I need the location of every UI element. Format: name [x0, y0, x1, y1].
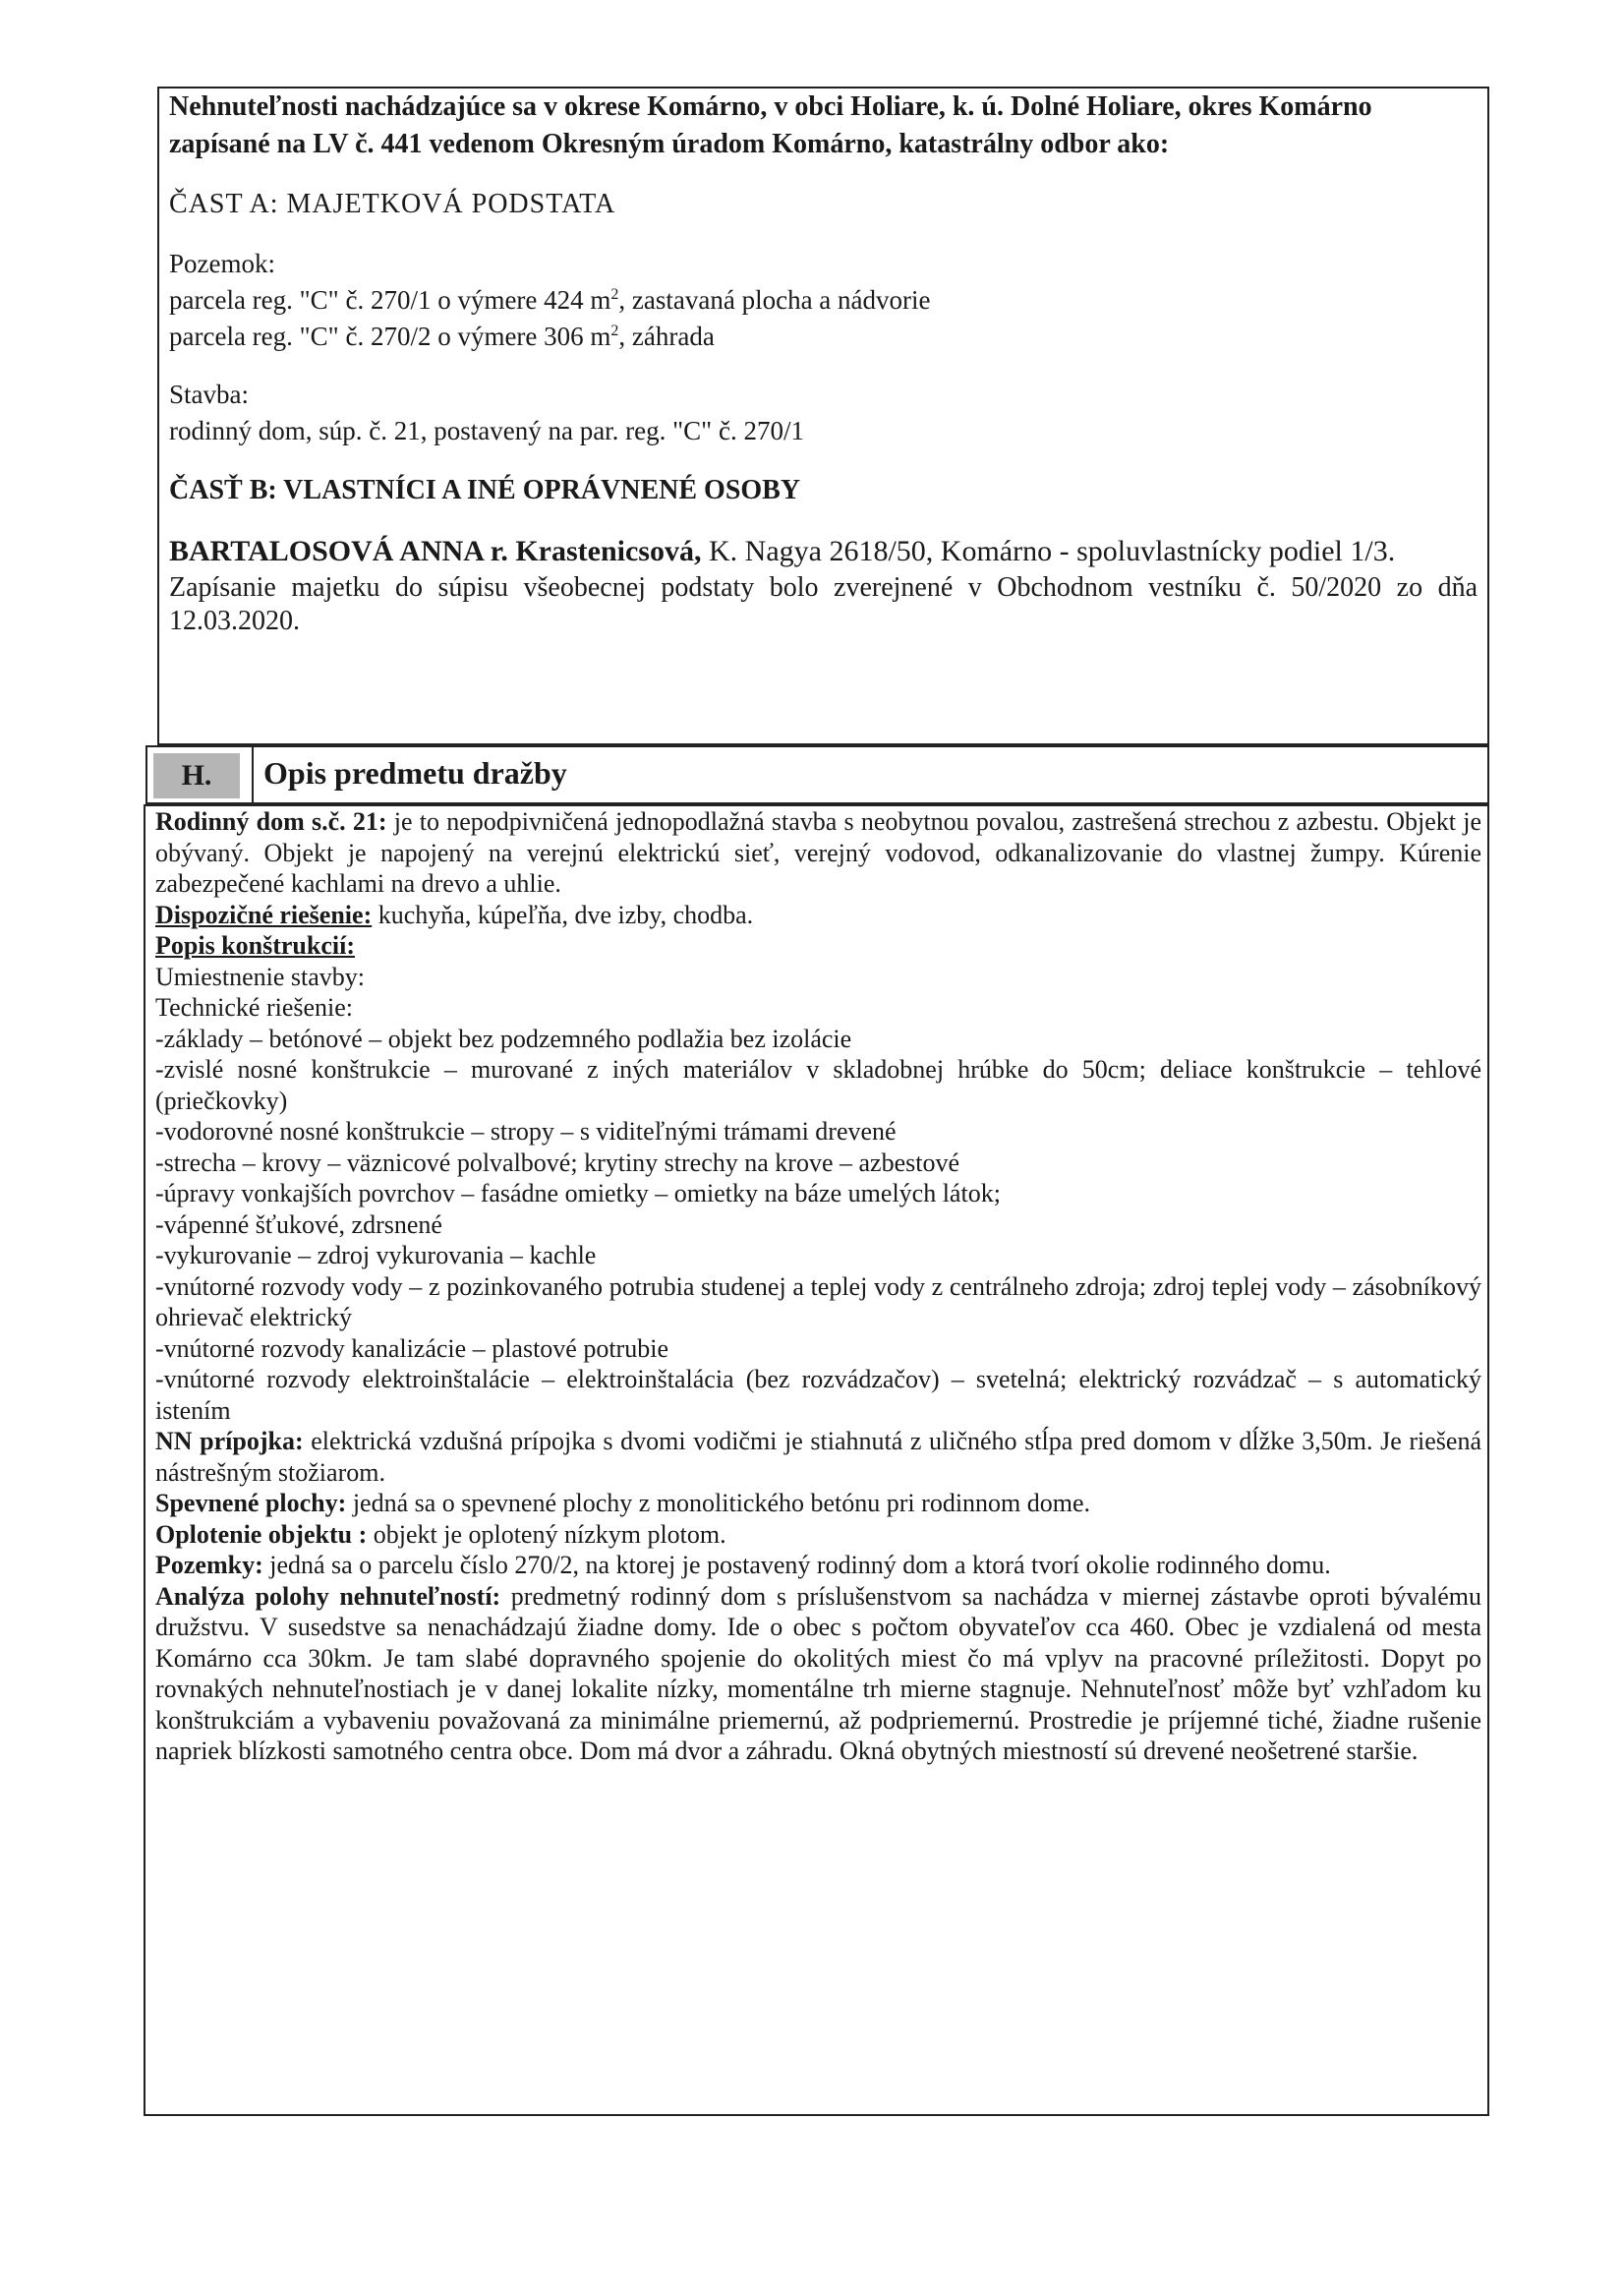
analysis-label: Analýza polohy nehnuteľností:	[155, 1581, 501, 1611]
construction-item: -vodorovné nosné konštrukcie – stropy – s viditeľnými trámami drevené	[155, 1117, 897, 1146]
layout-label: Dispozičné riešenie:	[155, 900, 373, 929]
section-title: Opis predmetu dražby	[263, 755, 567, 791]
header-line-1: Nehnuteľnosti nachádzajúce sa v okrese Komárno, v obci Holiare, k. ú. Dolné Holiare, okres Komárno	[169, 91, 1372, 122]
paved-paragraph	[155, 1488, 1481, 1519]
property-info-box	[157, 87, 1489, 745]
owner-record	[169, 532, 1478, 571]
paved-label: Spevnené plochy:	[155, 1489, 347, 1517]
land-paragraph	[155, 1550, 1481, 1581]
construction-item: -vykurovanie – zdroj vykurovania – kachle	[155, 1241, 597, 1269]
placement-label: Umiestnenie stavby:	[155, 962, 366, 991]
section-letter: H.	[153, 753, 240, 798]
construction-item: -zvislé nosné konštrukcie – murované z iných materiálov v skladobnej hrúbke do 50cm; deliace konštrukcie – tehlové (priečkovky)	[155, 1055, 1481, 1115]
section-h-header	[145, 745, 1489, 804]
parcel-2: parcela reg. "C" č. 270/2 o výmere 306 $m^2$, záhrada	[169, 322, 715, 351]
layout-text: kuchyňa, kúpeľňa, dve izby, chodba.	[372, 900, 754, 929]
construction-item: -úpravy vonkajších povrchov – fasádne omietky – omietky na báze umelých látok;	[155, 1179, 1001, 1207]
fence-text: objekt je oplotený nízkym plotom.	[367, 1519, 726, 1549]
technical-label: Technické riešenie:	[155, 993, 354, 1022]
part-a-title: ČAST A: MAJETKOVÁ PODSTATA	[169, 189, 616, 219]
construction-item: -vnútorné rozvody kanalizácie – plastové potrubie	[155, 1333, 668, 1363]
publication-note: Zapísanie majetku do súpisu všeobecnej podstaty bolo zverejnené v Obchodnom vestníku č. 50/2020 zo dňa 12.03.2020.	[169, 572, 1478, 636]
nn-paragraph	[155, 1426, 1481, 1488]
analysis-text: predmetný rodinný dom s príslušenstvom sa nachádza v miernej zástavbe oproti bývalému družstvu. V susedstve sa nenachádzajú žiadne domy. Ide o obec s počtom obyvateľov cca 460. Obec je vzdialená od mesta Komárno cca 30km. Je tam slabé dopravného spojenie do okolitých miest čo má vplyv na pracovné príležitosti. Dopyt po rovnakých nehnuteľnostiach je v danej lokalite nízky, momentálne trh mierne stagnuje. Nehnuteľnosť môže byť vzhľadom ku konštrukciám a vybaveniu považovaná za minimálne priemernú, až podpriemernú. Prostredie je príjemné tiché, žiadne rušenie napriek blízkosti samotného centra obce. Dom má dvor a záhradu. Okná obytných miestností sú drevené neošetrené staršie.	[155, 1581, 1481, 1765]
owner-address: K. Nagya 2618/50, Komárno - spoluvlastnícky podiel 1/3.	[701, 535, 1396, 567]
nn-text: elektrická vzdušná prípojka s dvomi vodičmi je stiahnutá z uličného stĺpa pred domom v dĺžke 3,50m. Je riešená nástrešným stožiarom.	[155, 1427, 1481, 1487]
land-label: Pozemok:	[169, 249, 275, 278]
layout-paragraph	[155, 900, 1481, 931]
construction-item: -vnútorné rozvody vody – z pozinkovaného potrubia studenej a teplej vody z centrálneho zdroja; zdroj teplej vody – zásobníkový ohrievač elektrický	[155, 1271, 1481, 1331]
house-paragraph	[155, 806, 1481, 900]
fence-paragraph	[155, 1519, 1481, 1551]
description-text	[155, 806, 1481, 1767]
construction-item: -strecha – krovy – väznicové polvalbové; krytiny strechy na krove – azbestové	[155, 1148, 959, 1177]
description-box	[144, 804, 1489, 2116]
land-label-bold: Pozemky:	[155, 1551, 263, 1579]
construction-label: Popis konštrukcií:	[155, 931, 355, 960]
building-label: Stavba:	[169, 380, 249, 409]
analysis-paragraph	[155, 1581, 1481, 1767]
header-line-2: zapísané na LV č. 441 vedenom Okresným úradom Komárno, katastrálny odbor ako:	[169, 129, 1170, 159]
construction-item: -vápenné šťukové, zdrsnené	[155, 1209, 442, 1239]
building-text: rodinný dom, súp. č. 21, postavený na par. reg. "C" č. 270/1	[169, 416, 804, 445]
land-text: jedná sa o parcelu číslo 270/2, na ktorej je postavený rodinný dom a ktorá tvorí okolie rodinného domu.	[262, 1551, 1331, 1579]
nn-label: NN prípojka:	[155, 1427, 304, 1455]
parcel-1: parcela reg. "C" č. 270/1 o výmere 424 $m^2$, zastavaná plocha a nádvorie	[169, 285, 931, 315]
construction-item: -vnútorné rozvody elektroinštalácie – elektroinštalácia (bez rozvádzačov) – svetelná; elektrický rozvádzač – s automatický istením	[155, 1365, 1481, 1425]
part-b-title: ČASŤ B: VLASTNÍCI A INÉ OPRÁVNENÉ OSOBY	[169, 475, 801, 505]
paved-text: jedná sa o spevnené plochy z monolitického betónu pri rodinnom dome.	[346, 1489, 1091, 1517]
section-divider	[252, 747, 254, 802]
house-text: je to nepodpivničená jednopodlažná stavba s neobytnou povalou, zastrešená strechou z azbestu. Objekt je obývaný. Objekt je napojený na verejnú elektrickú sieť, verejný vodovod, odkanalizovanie do vlastnej žumpy. Kúrenie zabezpečené kachlami na drevo a uhlie.	[155, 807, 1481, 898]
construction-item: -základy – betónové – objekt bez podzemného podlažia bez izolácie	[155, 1024, 852, 1053]
header	[169, 88, 1478, 163]
house-label: Rodinný dom s.č. 21:	[155, 807, 387, 836]
owner-name: BARTALOSOVÁ ANNA r. Krastenicsová,	[169, 535, 702, 567]
fence-label: Oplotenie objektu :	[155, 1519, 368, 1549]
